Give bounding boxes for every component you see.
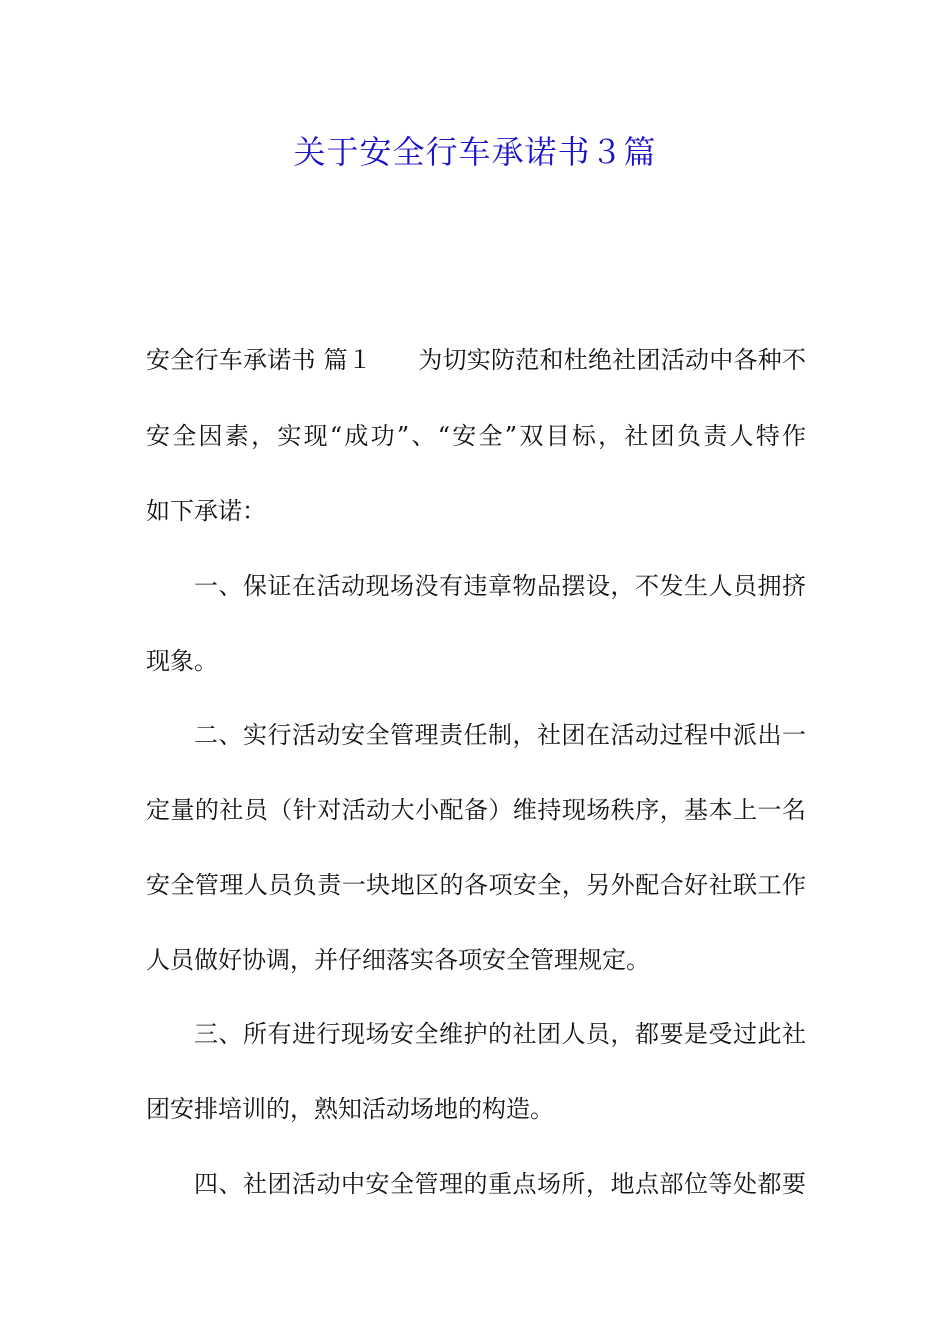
section-heading: 安全行车承诺书 篇１ [146,346,373,374]
paragraph-line-6: 二、实行活动安全管理责任制，社团在活动过程中派出一 [194,721,806,749]
paragraph-line-11: 团安排培训的，熟知活动场地的构造。 [146,1095,554,1123]
document-title: 关于安全行车承诺书３篇 [293,133,657,171]
paragraph-line-4: 一、保证在活动现场没有违章物品摆设，不发生人员拥挤 [194,572,806,600]
paragraph-line-12: 四、社团活动中安全管理的重点场所，地点部位等处都要 [194,1170,806,1198]
paragraph-line-2: 安全因素，实现“成功”、“安全”双目标，社团负责人特作 [146,422,806,450]
paragraph-line-8: 安全管理人员负责一块地区的各项安全，另外配合好社联工作 [146,871,806,899]
paragraph-line-1 [146,344,806,376]
paragraph-line-5: 现象。 [146,647,218,675]
paragraph-line-10: 三、所有进行现场安全维护的社团人员，都要是受过此社 [194,1020,806,1048]
paragraph-line-7: 定量的社员（针对活动大小配备）维持现场秩序，基本上一名 [146,796,806,824]
paragraph-line-9: 人员做好协调，并仔细落实各项安全管理规定。 [146,946,650,974]
paragraph-line-1-text: 为切实防范和杜绝社团活动中各种不 [418,346,806,374]
paragraph-line-3: 如下承诺： [146,497,266,525]
